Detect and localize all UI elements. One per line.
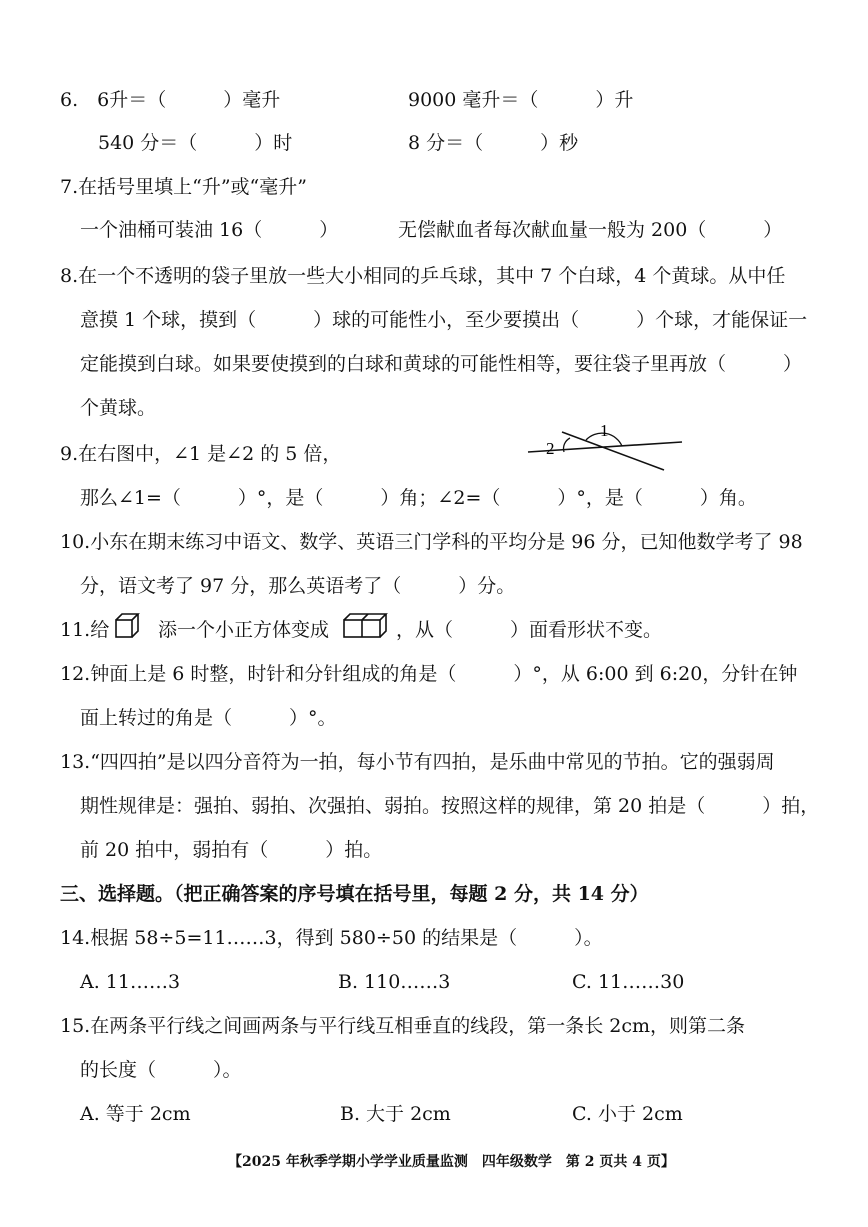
q9-line-1: 9.在右图中，∠1 是∠2 的 5 倍， — [60, 443, 342, 465]
q13-line-3: 前 20 拍中，弱拍有（ ）拍。 — [80, 839, 383, 861]
q7-item-a: 一个油桶可装油 16（ ） — [80, 219, 339, 241]
q15-option-c: C. 小于 2cm — [572, 1103, 683, 1125]
q12-line-1: 12.钟面上是 6 时整，时针和分针组成的角是（ ）°，从 6:00 到 6:20，分针在钟 — [60, 663, 798, 685]
q8-line-4: 个黄球。 — [80, 397, 157, 419]
q11-middle: 添一个小正方体变成 — [158, 619, 330, 641]
q6-item-a: 6. 6升＝（ ）毫升 — [60, 89, 281, 111]
q6-item-c: 540 分＝（ ）时 — [98, 132, 293, 154]
q7-stem: 7.在括号里填上“升”或“毫升” — [60, 176, 307, 198]
q6-item-d: 8 分＝（ ）秒 — [408, 132, 579, 154]
q11-prefix: 11.给 — [60, 619, 110, 641]
q13-line-2: 期性规律是：强拍、弱拍、次强拍、弱拍。按照这样的规律，第 20 拍是（ ）拍， — [80, 795, 820, 817]
section-3-title: 三、选择题。（把正确答案的序号填在括号里，每题 2 分，共 14 分） — [60, 883, 649, 905]
angle-label-1: 1 — [600, 421, 609, 440]
q13-line-1: 13.“四四拍”是以四分音符为一拍，每小节有四拍，是乐曲中常见的节拍。它的强弱周 — [60, 751, 775, 773]
angle-label-2: 2 — [546, 439, 555, 458]
angle-line-diagonal — [562, 432, 664, 470]
angle-figure — [520, 414, 690, 474]
q15-line-2: 的长度（ ）。 — [80, 1059, 242, 1081]
q12-line-2: 面上转过的角是（ ）°。 — [80, 707, 337, 729]
double-cube-icon — [342, 612, 390, 640]
q15-option-a: A. 等于 2cm — [80, 1103, 191, 1125]
q7-item-b: 无偿献血者每次献血量一般为 200（ ） — [398, 219, 783, 241]
q14-stem: 14.根据 58÷5=11……3，得到 580÷50 的结果是（ ）。 — [60, 927, 603, 949]
q9-line-2: 那么∠1=（ ）°，是（ ）角；∠2=（ ）°，是（ ）角。 — [80, 487, 757, 509]
q14-option-a: A. 11……3 — [80, 971, 181, 993]
q14-option-b: B. 110……3 — [338, 971, 451, 993]
q6-item-b: 9000 毫升＝（ ）升 — [408, 89, 634, 111]
page-footer: 【2025 年秋季学期小学学业质量监测 四年级数学 第 2 页共 4 页】 — [228, 1154, 675, 1170]
q10-line-1: 10.小东在期末练习中语文、数学、英语三门学科的平均分是 96 分，已知他数学考了 98 — [60, 531, 803, 553]
single-cube-icon — [114, 612, 140, 640]
q8-line-3: 定能摸到白球。如果要使摸到的白球和黄球的可能性相等，要往袋子里再放（ ） — [80, 353, 803, 375]
q11-suffix: ，从（ ）面看形状不变。 — [396, 619, 663, 641]
q8-line-2: 意摸 1 个球，摸到（ ）球的可能性小，至少要摸出（ ）个球，才能保证一 — [80, 309, 808, 331]
q15-option-b: B. 大于 2cm — [340, 1103, 451, 1125]
q8-line-1: 8.在一个不透明的袋子里放一些大小相同的乒乓球，其中 7 个白球，4 个黄球。从中任 — [60, 265, 786, 287]
q15-line-1: 15.在两条平行线之间画两条与平行线互相垂直的线段，第一条长 2cm，则第二条 — [60, 1015, 746, 1037]
q14-option-c: C. 11……30 — [572, 971, 685, 993]
q10-line-2: 分，语文考了 97 分，那么英语考了（ ）分。 — [80, 575, 516, 597]
